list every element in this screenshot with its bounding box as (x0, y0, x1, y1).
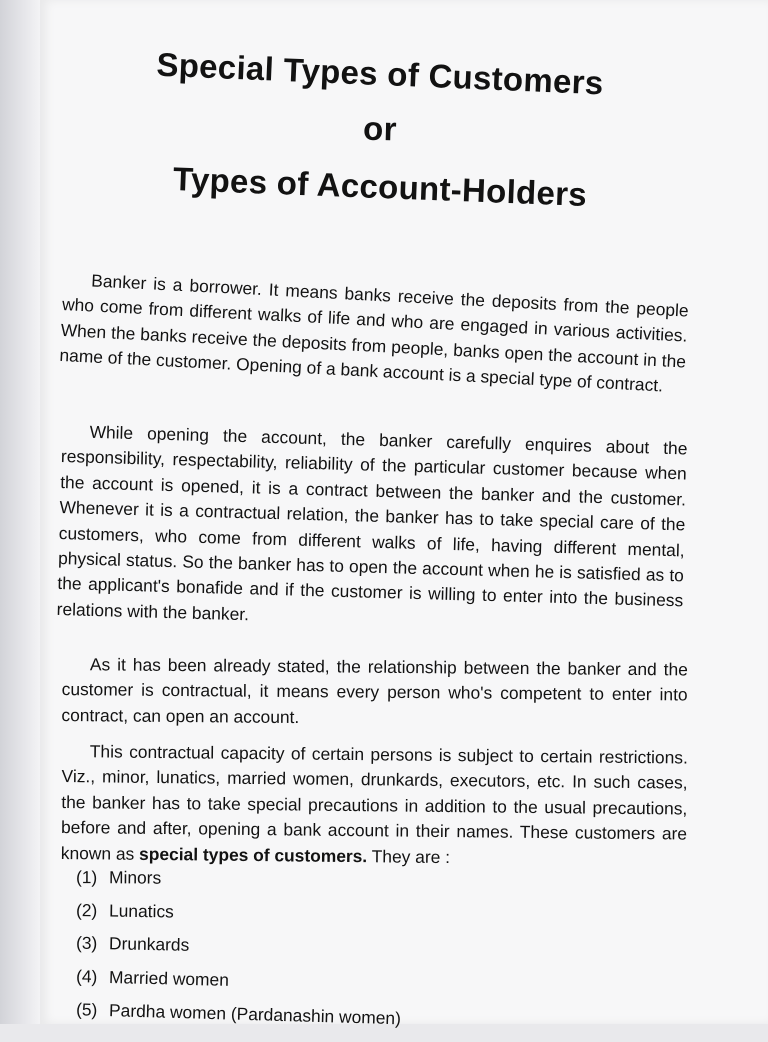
list-text: Minors (108, 867, 162, 888)
list-text: Lunatics (108, 899, 174, 921)
book-page (40, 0, 768, 1029)
list-text: Pardha women (Pardanashin women) (108, 999, 402, 1029)
list-text: Married women (108, 966, 230, 990)
paragraph-4-bold: special types of customers. (139, 843, 368, 867)
title-line-2: or (362, 109, 398, 148)
list-number: (5) (75, 998, 98, 1020)
paragraph-1: Banker is a borrower. It means banks receive the deposits from the people who come from different walks of life and who are engaged in various activities. When the banks receive the deposits from people, banks open the account in the name of the customer. Opening of a bank account is a special type of contract. (59, 270, 690, 397)
list-number: (1) (75, 866, 98, 887)
paragraph-4 (61, 739, 688, 873)
list-number: (3) (75, 932, 98, 953)
customer-types-list (76, 862, 636, 1035)
list-number: (2) (75, 899, 98, 920)
paragraph-4-end: They are : (367, 846, 451, 868)
list-item (76, 860, 636, 898)
title-line-1: Special Types of Customers (155, 45, 605, 102)
paragraph-4-text: This contractual capacity of certain persons is subject to certain restrictions. Viz., minor, lunatics, married women, drunkards, executors, etc. In such cases, the banker has to take special precautions in addition to the usual precautions, before and after, opening a bank account in their names. These customers are known as (60, 741, 688, 864)
paragraph-2: While opening the account, the banker carefully enquires about the responsibility, respectability, reliability of the particular customer because when the account is opened, it is a contract between the banker and the customer. Whenever it is a contractual relation, the banker has to take special care of the customers, who come from different walks of life, having different mental, physical status. So the banker has to open the account when he is satisfied as to the applicant's bonafide and if the customer is willing to enter into the business relations with the banker. (56, 422, 688, 625)
paragraph-3: As it has been already stated, the relationship between the banker and the customer is contractual, it means every person who's competent to enter into contract, can open an account. (61, 654, 688, 728)
title-line-3: Types of Account-Holders (172, 160, 588, 213)
book-gutter (0, 0, 40, 1024)
list-number: (4) (75, 965, 98, 986)
list-text: Drunkards (108, 933, 190, 955)
